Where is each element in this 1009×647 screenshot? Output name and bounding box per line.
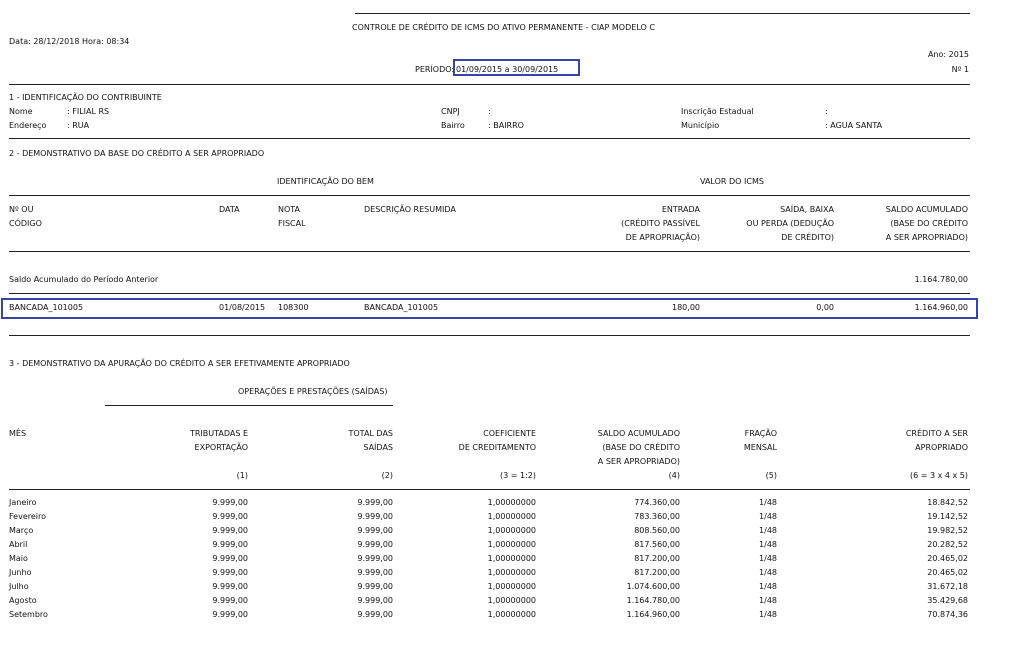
- rule-section3: [9, 335, 970, 336]
- ie-label: Inscrição Estadual: [681, 107, 754, 116]
- ref-4: (4): [668, 471, 680, 480]
- month-total-saidas: 9.999,00: [357, 610, 393, 619]
- col-header-data: DATA: [219, 205, 240, 214]
- asset-descricao: BANCADA_101005: [364, 303, 439, 312]
- col-header-tributadas: TRIBUTADAS E EXPORTAÇÃO: [189, 429, 248, 452]
- asset-entrada: 180,00: [672, 303, 700, 312]
- ref-5: (5): [765, 471, 777, 480]
- rule-table3-header: [9, 489, 970, 490]
- month-credito: 20.282,52: [927, 540, 968, 549]
- rule-section2: [9, 138, 970, 139]
- rule-saldo-anterior: [9, 293, 970, 294]
- col-header-nota: NOTA FISCAL: [278, 205, 306, 228]
- section3-title: 3 - DEMONSTRATIVO DA APURAÇÃO DO CRÉDITO A SER EFETIVAMENTE APROPRIADO: [9, 359, 350, 368]
- month-fracao: 1/48: [759, 512, 777, 521]
- month-coeficiente: 1,00000000: [487, 540, 536, 549]
- month-coeficiente: 1,00000000: [487, 554, 536, 563]
- period-highlight: [453, 59, 580, 76]
- col-header-mes: MÊS: [9, 429, 27, 438]
- col-header-saldo-acumulado: SALDO ACUMULADO (BASE DO CRÉDITO A SER APROPRIADO): [597, 429, 680, 466]
- nome-value: : FILIAL RS: [67, 107, 110, 116]
- ref-6: (6 = 3 x 4 x 5): [909, 471, 968, 480]
- col-header-fracao: FRAÇÃO MENSAL: [743, 429, 777, 452]
- asset-nota: 108300: [278, 303, 309, 312]
- month-credito: 70.874,36: [927, 610, 968, 619]
- month-credito: 18.842,52: [927, 498, 968, 507]
- month-tributadas: 9.999,00: [212, 540, 248, 549]
- month-total-saidas: 9.999,00: [357, 526, 393, 535]
- month-fracao: 1/48: [759, 540, 777, 549]
- month-coeficiente: 1,00000000: [487, 526, 536, 535]
- month-saldo: 1.074.600,00: [626, 582, 680, 591]
- rule-operacoes: [105, 405, 393, 406]
- nome-label: Nome: [9, 107, 33, 116]
- month-coeficiente: 1,00000000: [487, 512, 536, 521]
- month-credito: 31.672,18: [927, 582, 968, 591]
- rule-section1: [9, 84, 970, 85]
- month-mes: Março: [9, 526, 34, 535]
- asset-codigo: BANCADA_101005: [9, 303, 84, 312]
- month-fracao: 1/48: [759, 526, 777, 535]
- month-tributadas: 9.999,00: [212, 554, 248, 563]
- month-mes: Agosto: [9, 596, 37, 605]
- report-title: CONTROLE DE CRÉDITO DE ICMS DO ATIVO PERMANENTE - CIAP MODELO C: [352, 23, 655, 32]
- month-total-saidas: 9.999,00: [357, 554, 393, 563]
- month-tributadas: 9.999,00: [212, 526, 248, 535]
- month-fracao: 1/48: [759, 554, 777, 563]
- municipio-label: Município: [681, 121, 720, 130]
- asset-data: 01/08/2015: [219, 303, 266, 312]
- asset-row-highlight: [1, 298, 978, 319]
- col-header-codigo: Nº OU CÓDIGO: [9, 205, 42, 228]
- top-rule: [355, 13, 970, 14]
- group-operacoes: OPERAÇÕES E PRESTAÇÕES (SAÍDAS): [238, 387, 388, 396]
- month-coeficiente: 1,00000000: [487, 596, 536, 605]
- asset-saida: 0,00: [816, 303, 834, 312]
- month-fracao: 1/48: [759, 582, 777, 591]
- month-fracao: 1/48: [759, 568, 777, 577]
- month-total-saidas: 9.999,00: [357, 512, 393, 521]
- period-label: PERÍODO:: [415, 65, 455, 74]
- month-tributadas: 9.999,00: [212, 582, 248, 591]
- ref-2: (2): [381, 471, 393, 480]
- month-credito: 20.465,02: [927, 554, 968, 563]
- month-saldo: 817.560,00: [634, 540, 680, 549]
- month-mes: Maio: [9, 554, 28, 563]
- col-header-total-saidas: TOTAL DAS SAÍDAS: [348, 429, 393, 452]
- bairro-value: : BAIRRO: [488, 121, 524, 130]
- month-saldo: 817.200,00: [634, 554, 680, 563]
- month-tributadas: 9.999,00: [212, 568, 248, 577]
- month-coeficiente: 1,00000000: [487, 568, 536, 577]
- month-fracao: 1/48: [759, 610, 777, 619]
- month-fracao: 1/48: [759, 498, 777, 507]
- report-year: Ano: 2015: [927, 50, 969, 59]
- cnpj-label: CNPJ: [441, 107, 460, 116]
- saldo-anterior-value: 1.164.780,00: [914, 275, 968, 284]
- month-saldo: 783.360,00: [634, 512, 680, 521]
- month-fracao: 1/48: [759, 596, 777, 605]
- section1-title: 1 - IDENTIFICAÇÃO DO CONTRIBUINTE: [9, 93, 162, 102]
- month-mes: Abril: [9, 540, 28, 549]
- col-header-coeficiente: COEFICIENTE DE CREDITAMENTO: [458, 429, 536, 452]
- asset-saldo: 1.164.960,00: [914, 303, 968, 312]
- month-mes: Junho: [9, 568, 32, 577]
- month-total-saidas: 9.999,00: [357, 540, 393, 549]
- month-saldo: 774.360,00: [634, 498, 680, 507]
- col-header-descricao: DESCRIÇÃO RESUMIDA: [364, 205, 456, 214]
- col-header-entrada: ENTRADA (CRÉDITO PASSÍVEL DE APROPRIAÇÃO): [621, 205, 700, 242]
- month-tributadas: 9.999,00: [212, 596, 248, 605]
- section2-title: 2 - DEMONSTRATIVO DA BASE DO CRÉDITO A SER APROPRIADO: [9, 149, 265, 158]
- rule-col-header: [9, 251, 970, 252]
- month-saldo: 1.164.960,00: [626, 610, 680, 619]
- month-saldo: 808.560,00: [634, 526, 680, 535]
- col-header-credito: CRÉDITO A SER APROPRIADO: [905, 429, 968, 452]
- date-time: Data: 28/12/2018 Hora: 08:34: [9, 37, 130, 46]
- ref-3: (3 = 1:2): [500, 471, 536, 480]
- month-credito: 35.429,68: [927, 596, 968, 605]
- month-mes: Setembro: [9, 610, 48, 619]
- month-saldo: 1.164.780,00: [626, 596, 680, 605]
- municipio-value: : AGUA SANTA: [825, 121, 883, 130]
- month-tributadas: 9.999,00: [212, 498, 248, 507]
- month-coeficiente: 1,00000000: [487, 610, 536, 619]
- month-coeficiente: 1,00000000: [487, 582, 536, 591]
- endereco-value: : RUA: [67, 121, 90, 130]
- month-tributadas: 9.999,00: [212, 512, 248, 521]
- month-mes: Janeiro: [9, 498, 37, 507]
- col-header-saida: SAÍDA, BAIXA OU PERDA (DEDUÇÃO DE CRÉDITO): [746, 205, 834, 242]
- ref-1: (1): [236, 471, 248, 480]
- bairro-label: Bairro: [441, 121, 465, 130]
- month-mes: Julho: [9, 582, 29, 591]
- month-mes: Fevereiro: [9, 512, 47, 521]
- ie-value: :: [825, 107, 828, 116]
- month-total-saidas: 9.999,00: [357, 596, 393, 605]
- endereco-label: Endereço: [9, 121, 47, 130]
- group-identificacao-bem: IDENTIFICAÇÃO DO BEM: [277, 177, 374, 186]
- month-credito: 19.142,52: [927, 512, 968, 521]
- month-total-saidas: 9.999,00: [357, 582, 393, 591]
- month-credito: 20.465,02: [927, 568, 968, 577]
- group-valor-icms: VALOR DO ICMS: [700, 177, 764, 186]
- col-header-saldo: SALDO ACUMULADO (BASE DO CRÉDITO A SER APROPRIADO): [885, 205, 968, 242]
- rule-group-header: [9, 195, 970, 196]
- report-number: Nº 1: [951, 65, 969, 74]
- month-saldo: 817.200,00: [634, 568, 680, 577]
- cnpj-value: :: [488, 107, 491, 116]
- period-value: 01/09/2015 a 30/09/2015: [456, 65, 559, 74]
- month-coeficiente: 1,00000000: [487, 498, 536, 507]
- month-total-saidas: 9.999,00: [357, 568, 393, 577]
- month-credito: 19.982,52: [927, 526, 968, 535]
- month-tributadas: 9.999,00: [212, 610, 248, 619]
- month-total-saidas: 9.999,00: [357, 498, 393, 507]
- saldo-anterior-label: Saldo Acumulado do Período Anterior: [9, 275, 159, 284]
